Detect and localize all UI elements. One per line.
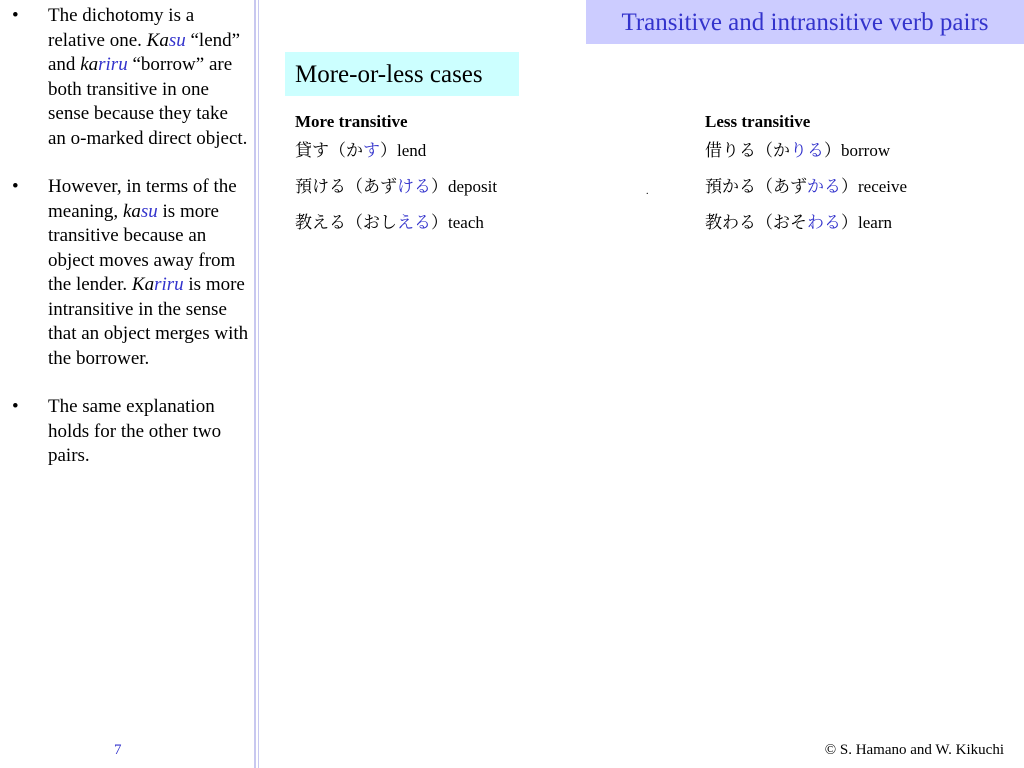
copyright-footer: © S. Hamano and W. Kikuchi: [824, 742, 1004, 758]
verb-kanji: 預かる（あず: [705, 177, 807, 197]
romaji-kasu-stem: ka: [122, 200, 141, 222]
romaji-kariru-ending: riru: [154, 274, 184, 295]
romaji-kasu-ending: su: [168, 29, 186, 51]
verb-row-deposit: [295, 177, 635, 197]
verb-row-learn: [705, 213, 1015, 233]
verb-ending: す: [363, 141, 380, 161]
verb-ending: わる: [807, 213, 841, 233]
verb-paren-close: ）: [824, 141, 841, 161]
romaji-kasu-ending: su: [140, 200, 158, 222]
romaji-kasu-stem: Ka: [146, 29, 169, 51]
bullet-text: is more transitive because an object moves away from the lender.: [48, 200, 236, 295]
verb-ending: かる: [807, 177, 841, 197]
less-transitive-column: [705, 112, 1015, 249]
verb-paren-close: ）: [841, 177, 858, 197]
verb-gloss: receive: [858, 177, 908, 196]
sidebar-divider-thin: [258, 0, 259, 768]
romaji-kariru-ending: riru: [98, 54, 128, 75]
column-header: Less transitive: [705, 112, 811, 131]
bullet-item-1: [12, 4, 250, 151]
verb-gloss: teach: [448, 213, 484, 232]
verb-gloss: lend: [397, 141, 427, 160]
verb-kanji: 教える（おし: [295, 213, 397, 233]
bullet-text: However, in terms of the meaning,: [48, 176, 237, 222]
bullet-dot: •: [12, 396, 19, 417]
verb-kanji: 借りる（か: [705, 141, 790, 161]
verb-gloss: deposit: [448, 177, 498, 196]
romaji-kariru-stem: Ka: [131, 274, 155, 295]
bullet-text: The same explanation holds for the other two pairs.: [48, 396, 222, 466]
notes-bullet-list: [12, 4, 250, 493]
bullet-dot: •: [12, 176, 19, 197]
verb-paren-close: ）: [841, 213, 858, 233]
verb-kanji: 教わる（おそ: [705, 213, 807, 233]
verb-paren-close: ）: [431, 213, 448, 233]
notes-sidebar: [0, 0, 254, 768]
stray-dot: .: [646, 186, 649, 197]
bullet-dot: •: [12, 5, 19, 26]
section-heading: More-or-less cases: [285, 52, 519, 96]
romaji-kariru-stem: ka: [80, 54, 99, 75]
verb-row-teach: [295, 213, 635, 233]
verb-ending: ける: [397, 177, 431, 197]
verb-ending: りる: [790, 141, 824, 161]
column-header: More transitive: [295, 112, 408, 131]
bullet-text: The dichotomy is a relative one.: [48, 5, 195, 51]
bullet-text: is more intransitive in the sense that an object merges with the borrower.: [48, 274, 249, 369]
bullet-item-2: [12, 175, 250, 371]
slide-title: Transitive and intransitive verb pairs: [586, 0, 1024, 44]
verb-gloss: borrow: [841, 141, 891, 160]
bullet-item-3: [12, 395, 250, 469]
verb-ending: える: [397, 213, 431, 233]
verb-kanji: 貸す（か: [295, 141, 363, 161]
verb-paren-close: ）: [431, 177, 448, 197]
page-number: 7: [114, 742, 122, 758]
verb-row-borrow: [705, 141, 1015, 161]
verb-gloss: learn: [858, 213, 892, 232]
verb-row-receive: [705, 177, 1015, 197]
bullet-text: “borrow” are both transitive in one sense because they take an o-marked direct object.: [48, 54, 248, 149]
more-transitive-column: [295, 112, 635, 249]
verb-row-lend: [295, 141, 635, 161]
bullet-text: “lend” and: [48, 29, 241, 75]
verb-paren-close: ）: [380, 141, 397, 161]
sidebar-divider: [254, 0, 256, 768]
verb-kanji: 預ける（あず: [295, 177, 397, 197]
